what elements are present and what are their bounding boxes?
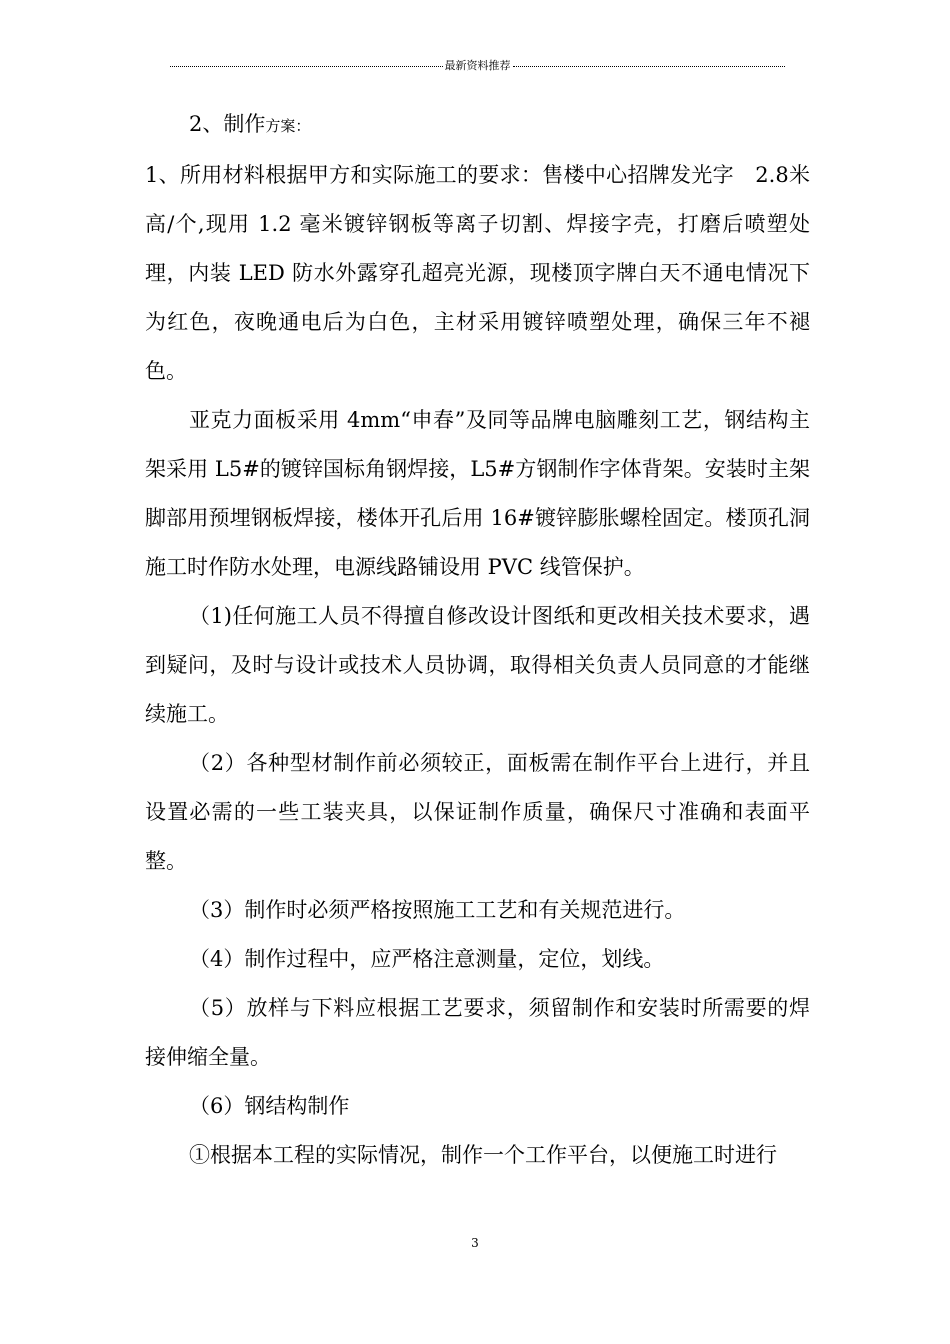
header-dotted-line-right: [513, 66, 786, 67]
section-heading: [145, 100, 810, 151]
header-dotted-line-left: [170, 66, 443, 67]
paragraph-item-5: （5）放样与下料应根据工艺要求，须留制作和安装时所需要的焊接伸缩全量。: [145, 996, 810, 1069]
paragraph-sub-item-1: ①根据本工程的实际情况，制作一个工作平台，以便施工时进行: [189, 1143, 777, 1167]
paragraph-acrylic-panel: 亚克力面板采用 4mm“申春”及同等品牌电脑雕刻工艺，钢结构主架采用 L5#的镀锌国标角钢焊接，L5#方钢制作字体背架。安装时主架脚部用预埋钢板焊接，楼体开孔后用 16#镀锌膨胀螺栓固定。楼顶孔洞施工时作防水处理，电源线路铺设用 PVC 线管保护。: [145, 408, 810, 579]
page-header: [170, 58, 785, 72]
paragraph-item-6: （6）钢结构制作: [189, 1094, 350, 1118]
page-number: 3: [471, 1236, 479, 1250]
paragraph-item-3: （3）制作时必须严格按照施工工艺和有关规范进行。: [189, 898, 686, 922]
section-heading-main: 2、制作: [189, 112, 266, 136]
header-title: 最新资料推荐: [444, 59, 511, 72]
document-body: [145, 100, 810, 1180]
paragraph-materials: 1、所用材料根据甲方和实际施工的要求：售楼中心招牌发光字 2.8米高/个,现用 1.2 毫米镀锌钢板等离子切割、焊接字壳，打磨后喷塑处理，内装 LED 防水外露穿孔超亮光源，现楼顶字牌白天不通电情况下为红色，夜晚通电后为白色，主材采用镀锌喷塑处理，确保三年不褪色。: [145, 163, 810, 383]
paragraph-item-2: （2）各种型材制作前必须较正，面板需在制作平台上进行，并且设置必需的一些工装夹具，以保证制作质量，确保尺寸准确和表面平整。: [145, 751, 810, 873]
section-heading-small: 方案：: [265, 117, 311, 135]
paragraph-item-4: （4）制作过程中，应严格注意测量，定位，划线。: [189, 947, 665, 971]
paragraph-item-1: （1)任何施工人员不得擅自修改设计图纸和更改相关技术要求，遇到疑问，及时与设计或技术人员协调，取得相关负责人员同意的才能继续施工。: [145, 604, 810, 726]
